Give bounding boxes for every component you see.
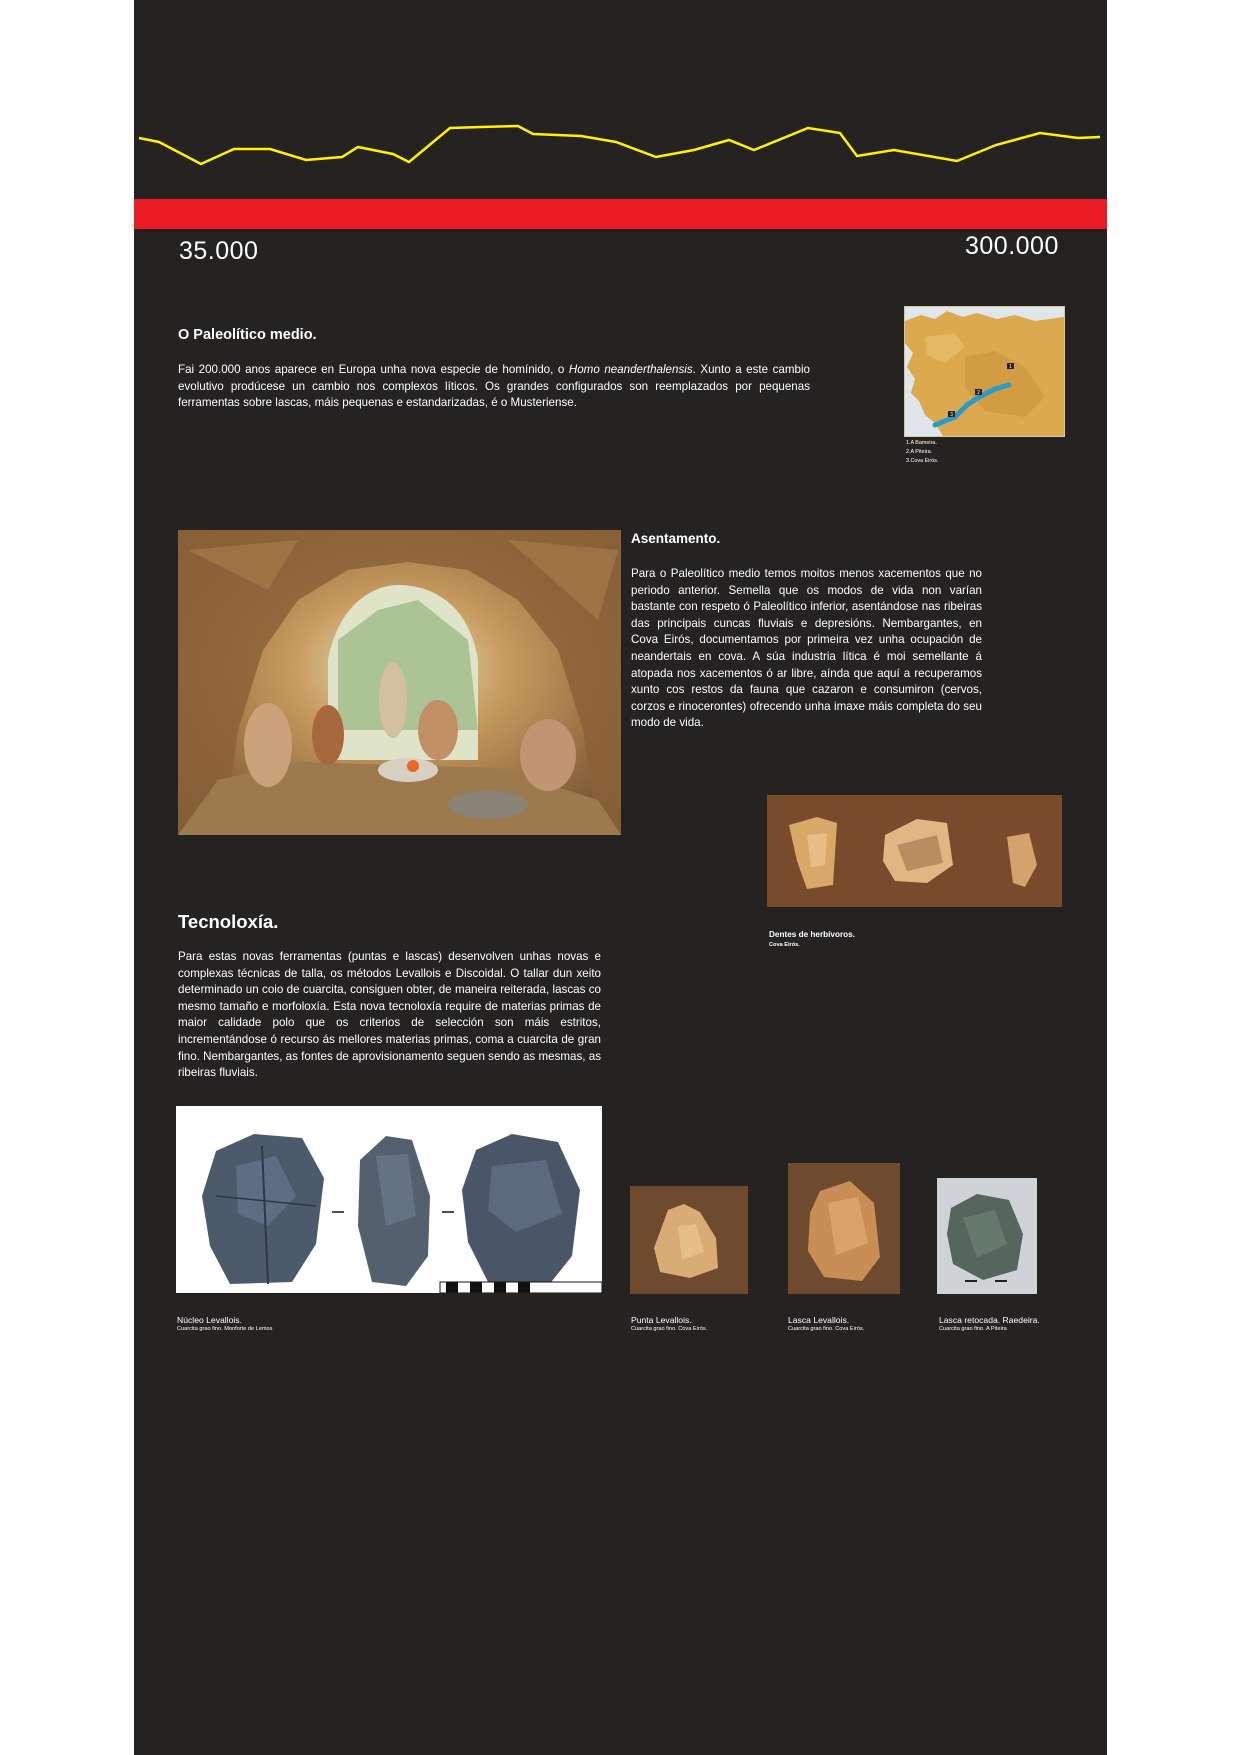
retouched-flake-photo bbox=[937, 1178, 1037, 1294]
technology-text: Para estas novas ferramentas (puntas e lascas) desenvolven unhas novas e complexas técnicas de talla, os métodos Levallois e Discoidal. O tallar dun xeito determinado un coio de cuarcita, consiguen obter, de maneira reiterada, lascas co mesmo tamaño e morfoloxía. Esta nova tecnoloxía require de materias primas de maior calidade polo que os criterios de selección son máis estritos, incrementándose ó recurso ás mellores materias primas, coma a cuarcita de gran fino. Nembargantes, as fontes de aprovisionamento seguen sendo as mesmas, as ribeiras fluviais. bbox=[178, 950, 601, 1080]
map-marker-3: 3 bbox=[950, 412, 953, 418]
settlement-title: Asentamento. bbox=[631, 531, 721, 546]
map-marker-2: 2 bbox=[977, 390, 980, 396]
intro-text: Fai 200.000 anos aparece en Europa unha nova especie de homínido, o Homo neanderthalensis. Xunto a este cambio evolutivo prodúcese un cambio nos complexos líticos. Os grandes configurados son reemplazados por pequenas ferramentas sobre lascas, máis pequenas e estandarizadas, é o Musteriense. bbox=[178, 363, 810, 410]
site-map bbox=[904, 306, 1065, 437]
levallois-core-photo bbox=[176, 1106, 602, 1293]
levallois-flake-photo bbox=[788, 1163, 900, 1294]
artifact-caption: Lasca Levallois. bbox=[788, 1315, 850, 1325]
artifact-sub-caption: Cuarcita grao fino. A Piteira bbox=[939, 1326, 1007, 1332]
map-legend bbox=[906, 439, 938, 466]
map-legend-item: 2.A Piteira. bbox=[906, 449, 933, 455]
year-end: 300.000 bbox=[965, 232, 1059, 260]
species-name: Homo neanderthalensis bbox=[568, 363, 693, 376]
levallois-point-photo bbox=[630, 1186, 748, 1294]
artifact-sub-caption: Cuarcita grao fino. Cova Eirós. bbox=[631, 1326, 708, 1332]
intro-title: O Paleolítico medio. bbox=[178, 327, 317, 343]
technology-title: Tecnoloxía. bbox=[178, 911, 279, 932]
map-legend-item: 1.A Bameira. bbox=[906, 440, 937, 446]
climate-curve-line bbox=[139, 126, 1100, 164]
timeline-band bbox=[134, 199, 1107, 229]
teeth-caption: Dentes de herbívoros. bbox=[769, 930, 855, 939]
neanderthal-cave-illustration bbox=[178, 530, 621, 835]
map-marker-1: 1 bbox=[1009, 364, 1012, 370]
artifact-caption: Punta Levallois. bbox=[631, 1315, 692, 1325]
climate-curve bbox=[134, 100, 1107, 190]
artifact-sub-caption: Cuarcita grao fino. Monforte de Lemos bbox=[177, 1326, 273, 1332]
teeth-sub-caption: Cova Eirós. bbox=[769, 942, 800, 948]
year-start: 35.000 bbox=[179, 237, 259, 265]
artifact-sub-caption: Cuarcita grao fino. Cova Eirós. bbox=[788, 1326, 865, 1332]
artifact-caption: Núcleo Levallois. bbox=[177, 1315, 242, 1325]
map-legend-item: 3.Cova Eirós. bbox=[906, 458, 939, 464]
herbivore-teeth-photo bbox=[767, 795, 1062, 907]
artifact-caption: Lasca retocada. Raedeira. bbox=[939, 1315, 1040, 1325]
settlement-text: Para o Paleolítico medio temos moitos menos xacementos que no periodo anterior. Semella que os modos de vida non varían bastante con respeto ó Paleolítico inferior, asentándose nas ribeiras das principais cuncas fluviais e depresións. Nembargantes, en Cova Eirós, documentamos por primeira vez unha ocupación de neandertais en cova. A súa industria lítica é moi semellante á atopada nos xacementos ó ar libre, aínda que aquí a recuperamos xunto cos restos da fauna que cazaron e consumiron (cervos, corzos e rinocerontes) ofrecendo unha imaxe máis completa do seu modo de vida. bbox=[631, 567, 982, 730]
scale-bar bbox=[440, 1282, 602, 1293]
